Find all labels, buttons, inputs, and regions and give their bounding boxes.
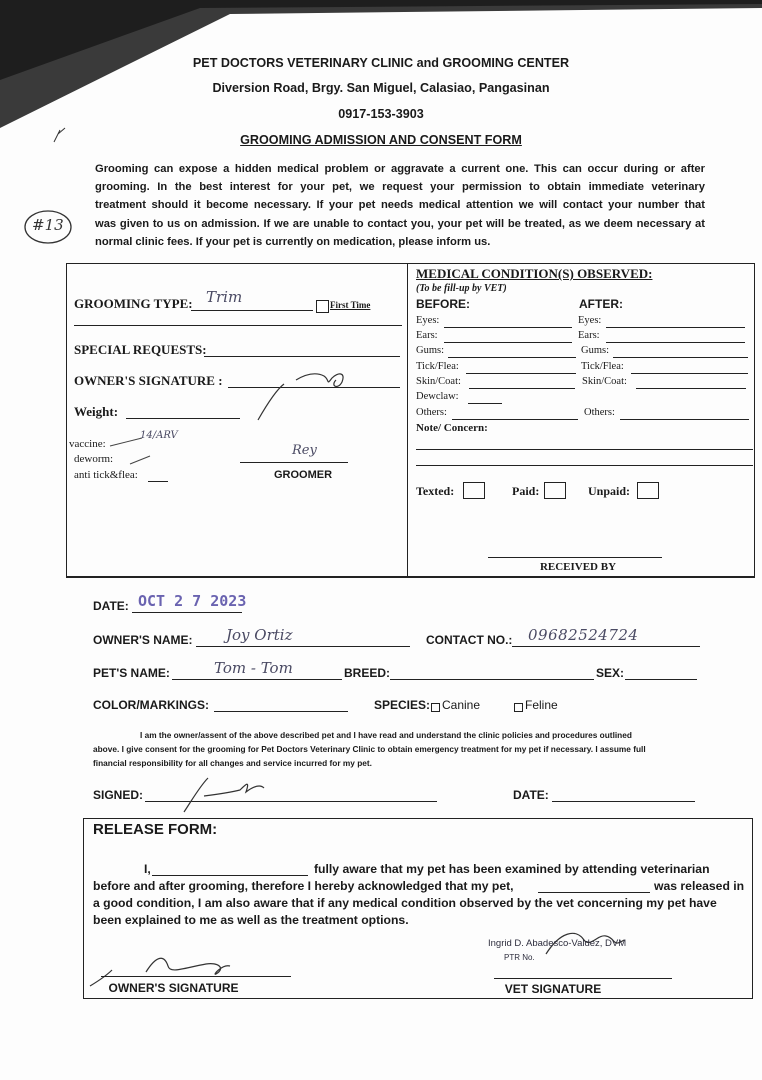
texted-label: Texted: (416, 484, 455, 498)
consent-line-3: financial responsibility for all changes and service incurred for my pet. (93, 758, 372, 768)
release-title: RELEASE FORM: (93, 821, 218, 838)
owner-signature-scribble[interactable] (250, 362, 360, 424)
release-line-2b: was released in (654, 879, 745, 893)
intro-line: Grooming can expose a hidden medical problem or aggravate a current one. This can occur during or after (95, 163, 705, 175)
consent-line-1: I am the owner/assent of the above described pet and I have read and understand the clinic policies and procedures outlined (140, 730, 632, 740)
owner-signature-label: OWNER'S SIGNATURE (108, 981, 239, 995)
note-concern-label: Note/ Concern: (416, 422, 488, 434)
before-skin-label: Skin/Coat: (416, 376, 461, 387)
color-markings-label: COLOR/MARKINGS: (93, 698, 209, 712)
release-line-4: been explained to me as well as the treatment options. (93, 913, 409, 927)
canine-checkbox[interactable] (431, 703, 440, 712)
grooming-type-value[interactable]: Trim (206, 288, 243, 306)
paid-label: Paid: (512, 484, 540, 498)
owner-name-value[interactable]: Joy Ortiz (226, 626, 293, 644)
after-tick-label: Tick/Flea: (581, 361, 624, 372)
paid-checkbox[interactable] (544, 482, 566, 499)
before-eyes-label: Eyes: (416, 315, 440, 326)
unpaid-label: Unpaid: (588, 484, 631, 498)
intro-line: normal clinic fees. If your pet is currently on medication, please inform us. (95, 235, 491, 248)
feline-checkbox[interactable] (514, 703, 523, 712)
vet-signature-label: VET SIGNATURE (504, 982, 602, 996)
consent-line-2: above. I give consent for the grooming for Pet Doctors Veterinary Clinic to obtain emergency treatment for my pet if necessary. I assume full (93, 744, 646, 754)
release-line-2a: before and after grooming, therefore I hereby acknowledged that my pet, (93, 879, 514, 893)
weight-label: Weight: (74, 404, 119, 419)
before-label: BEFORE: (416, 297, 470, 311)
vaccine-strike (108, 434, 144, 448)
margin-note: #13 (32, 216, 64, 234)
intro-line: treatment should it become necessary. If your pet needs medical attention we will contact your number that (95, 199, 705, 212)
deworm-strike (128, 452, 154, 466)
owners-signature-label: OWNER'S SIGNATURE : (74, 373, 223, 388)
anti-tick-label: anti tick&flea: (74, 469, 138, 481)
sex-label: SEX: (596, 666, 625, 680)
panel-divider (407, 263, 408, 576)
vaccine-label: vaccine: (69, 438, 106, 450)
clinic-phone: 0917-153-3903 (338, 107, 424, 121)
release-line-3: a good condition, I am also aware that if any medical condition observed by the vet concerning my pet have (93, 896, 717, 910)
medical-subtitle: (To be fill-up by VET) (416, 283, 507, 294)
intro-paragraph (95, 160, 705, 251)
intro-line: was given to us on admission. If we are unable to contact you, your pet will be treated, as we deem necessary at (95, 217, 705, 230)
after-label: AFTER: (579, 297, 623, 311)
grooming-type-label: GROOMING TYPE: (74, 296, 193, 311)
before-gums-label: Gums: (416, 345, 445, 356)
breed-label: BREED: (344, 666, 391, 680)
after-ears-label: Ears: (578, 330, 600, 341)
first-time-checkbox[interactable] (316, 300, 329, 313)
intro-line: grooming. In the best interest for your pet, we request your permission to obtain immediate veterinary (95, 181, 705, 194)
pet-name-label: PET'S NAME: (93, 666, 170, 680)
before-tick-label: Tick/Flea: (416, 361, 459, 372)
after-skin-label: Skin/Coat: (582, 376, 627, 387)
medical-title: MEDICAL CONDITION(S) OBSERVED: (416, 266, 653, 281)
after-gums-label: Gums: (581, 345, 610, 356)
contact-value[interactable]: 09682524724 (528, 626, 639, 644)
species-label: SPECIES: (374, 698, 431, 712)
form-title: GROOMING ADMISSION AND CONSENT FORM (240, 133, 522, 147)
feline-label: Feline (525, 698, 558, 712)
date-label: DATE: (93, 599, 129, 613)
date-stamp[interactable]: OCT 2 7 2023 (138, 592, 247, 610)
clinic-address: Diversion Road, Brgy. San Miguel, Calasiao, Pangasinan (212, 81, 550, 95)
pet-name-value[interactable]: Tom - Tom (214, 659, 293, 677)
deworm-label: deworm: (74, 453, 114, 465)
consent-date-label: DATE: (513, 788, 549, 802)
canine-label: Canine (442, 698, 481, 712)
vaccine-value[interactable]: 14/ARV (140, 430, 178, 441)
first-time-label: First Time (330, 300, 371, 310)
vet-name: Ingrid D. Abadesco-Valdez, DVM (488, 938, 627, 949)
owner-name-label: OWNER'S NAME: (93, 633, 193, 647)
after-others-label: Others: (584, 407, 615, 418)
after-eyes-label: Eyes: (578, 315, 602, 326)
release-line-1b: fully aware that my pet has been examined by attending veterinarian (314, 862, 710, 876)
texted-checkbox[interactable] (463, 482, 485, 499)
received-by-label: RECEIVED BY (539, 561, 617, 573)
before-ears-label: Ears: (416, 330, 438, 341)
special-requests-label: SPECIAL REQUESTS: (74, 342, 207, 357)
groomer-value[interactable]: Rey (292, 443, 317, 458)
signed-label: SIGNED: (93, 788, 144, 802)
release-line-1a: I, (144, 862, 151, 876)
clinic-name: PET DOCTORS VETERINARY CLINIC and GROOMING CENTER (192, 56, 570, 70)
contact-label: CONTACT NO.: (426, 633, 513, 647)
groomer-label: GROOMER (273, 469, 333, 481)
unpaid-checkbox[interactable] (637, 482, 659, 499)
dewclaw-label: Dewclaw: (416, 391, 459, 402)
before-others-label: Others: (416, 407, 447, 418)
pen-mark (50, 124, 72, 146)
consent-signature-scribble[interactable] (180, 770, 290, 814)
vet-prc: PTR No. (504, 953, 535, 962)
